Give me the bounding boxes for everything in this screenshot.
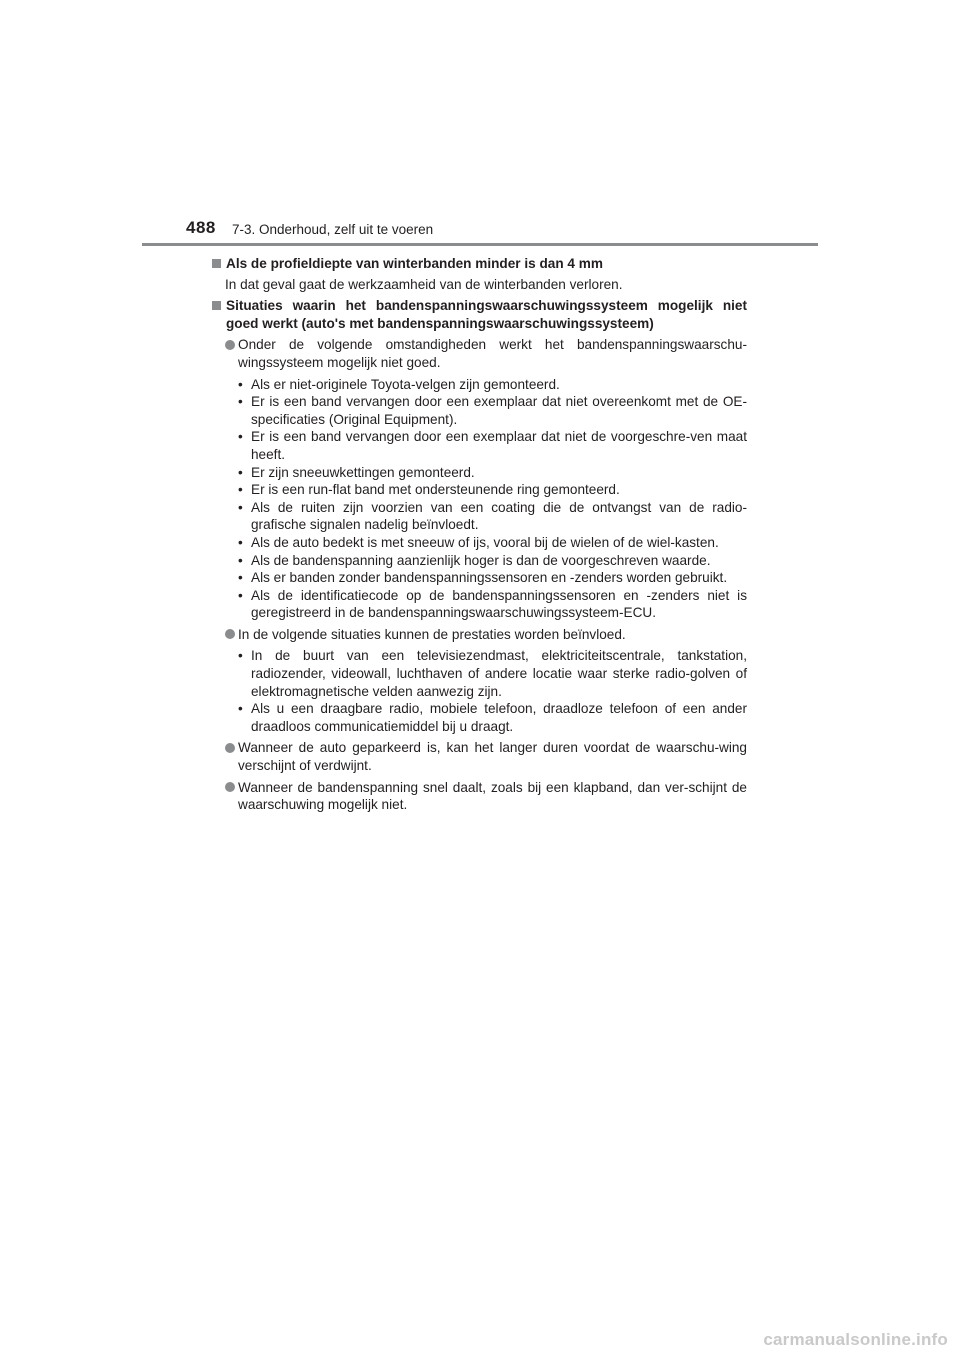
list-item: • Als er niet-originele Toyota-velgen zijn gemonteerd.: [238, 376, 560, 392]
heading-text: Als de profieldiepte van winterbanden minder is dan 4 mm: [226, 256, 603, 271]
square-bullet-icon: [212, 259, 221, 268]
page-header: [0, 0, 960, 250]
section-heading: [212, 255, 747, 273]
circle-bullet-icon: [225, 782, 235, 792]
list-item: • In de buurt van een televisiezendmast, elektriciteitscentrale, tankstation, radiozender, videowall, luchthaven of andere locatie waar sterke radio-golven of elektromagnetische velden aanwezig zijn.: [238, 648, 747, 699]
circle-bullet-icon: [225, 629, 235, 639]
list-item: • Er zijn sneeuwkettingen gemonteerd.: [238, 464, 475, 480]
circle-bullet-icon: [225, 743, 235, 753]
list-item: • Als de identificatiecode op de bandenspanningssensoren en -zenders niet is geregistreerd in de bandenspanningswaarschuwingssysteem-ECU.: [238, 587, 747, 621]
page-content: [212, 255, 747, 814]
watermark: carmanualsonline.info: [763, 1330, 948, 1349]
bullet-text: Wanneer de auto geparkeerd is, kan het langer duren voordat de waarschu-wing verschijnt of verdwijnt.: [238, 740, 747, 774]
bullet-text: Onder de volgende omstandigheden werkt het bandenspanningswaarschu-wingssysteem mogelijk niet goed.: [238, 337, 747, 370]
list-item: • Als de auto bedekt is met sneeuw of ijs, vooral bij de wielen of de wiel-kasten.: [238, 534, 719, 550]
paragraph: In dat geval gaat de werkzaamheid van de winterbanden verloren.: [225, 276, 623, 292]
list-item: • Er is een band vervangen door een exemplaar dat niet overeenkomt met de OE-specificaties (Original Equipment).: [238, 394, 747, 427]
bullet-item: [225, 779, 747, 814]
sub-list: [238, 647, 747, 735]
sub-list: [238, 376, 747, 622]
list-item: • Er is een band vervangen door een exemplaar dat niet de voorgeschre-ven maat heeft.: [238, 429, 747, 462]
header-divider: [142, 243, 818, 246]
page-number: 488: [186, 218, 216, 237]
circle-bullet-icon: [225, 340, 235, 350]
square-bullet-icon: [212, 301, 221, 310]
section-title: 7-3. Onderhoud, zelf uit te voeren: [232, 222, 434, 237]
bullet-text: In de volgende situaties kunnen de prestaties worden beïnvloed.: [238, 626, 626, 642]
bullet-item: [225, 626, 747, 644]
list-item: • Als de bandenspanning aanzienlijk hoger is dan de voorgeschreven waarde.: [238, 552, 711, 568]
list-item: • Als de ruiten zijn voorzien van een coating die de ontvangst van de radio-grafische signalen nadelig beïnvloedt.: [238, 499, 747, 533]
bullet-item: [225, 336, 747, 371]
bullet-text: Wanneer de bandenspanning snel daalt, zoals bij een klapband, dan ver-schijnt de waarschuwing mogelijk niet.: [238, 779, 747, 813]
list-item: • Er is een run-flat band met ondersteunende ring gemonteerd.: [238, 482, 620, 498]
list-item: • Als er banden zonder bandenspanningssensoren en -zenders worden gebruikt.: [238, 570, 728, 586]
list-item: • Als u een draagbare radio, mobiele telefoon, draadloze telefoon of een ander draadloos communicatiemiddel bij u draagt.: [238, 701, 747, 734]
section-heading: [212, 297, 747, 332]
bullet-item: [225, 739, 747, 774]
heading-text: Situaties waarin het bandenspanningswaarschuwingssysteem mogelijk niet goed werkt (auto's met bandenspanningswaarschuwingssysteem): [226, 298, 747, 331]
